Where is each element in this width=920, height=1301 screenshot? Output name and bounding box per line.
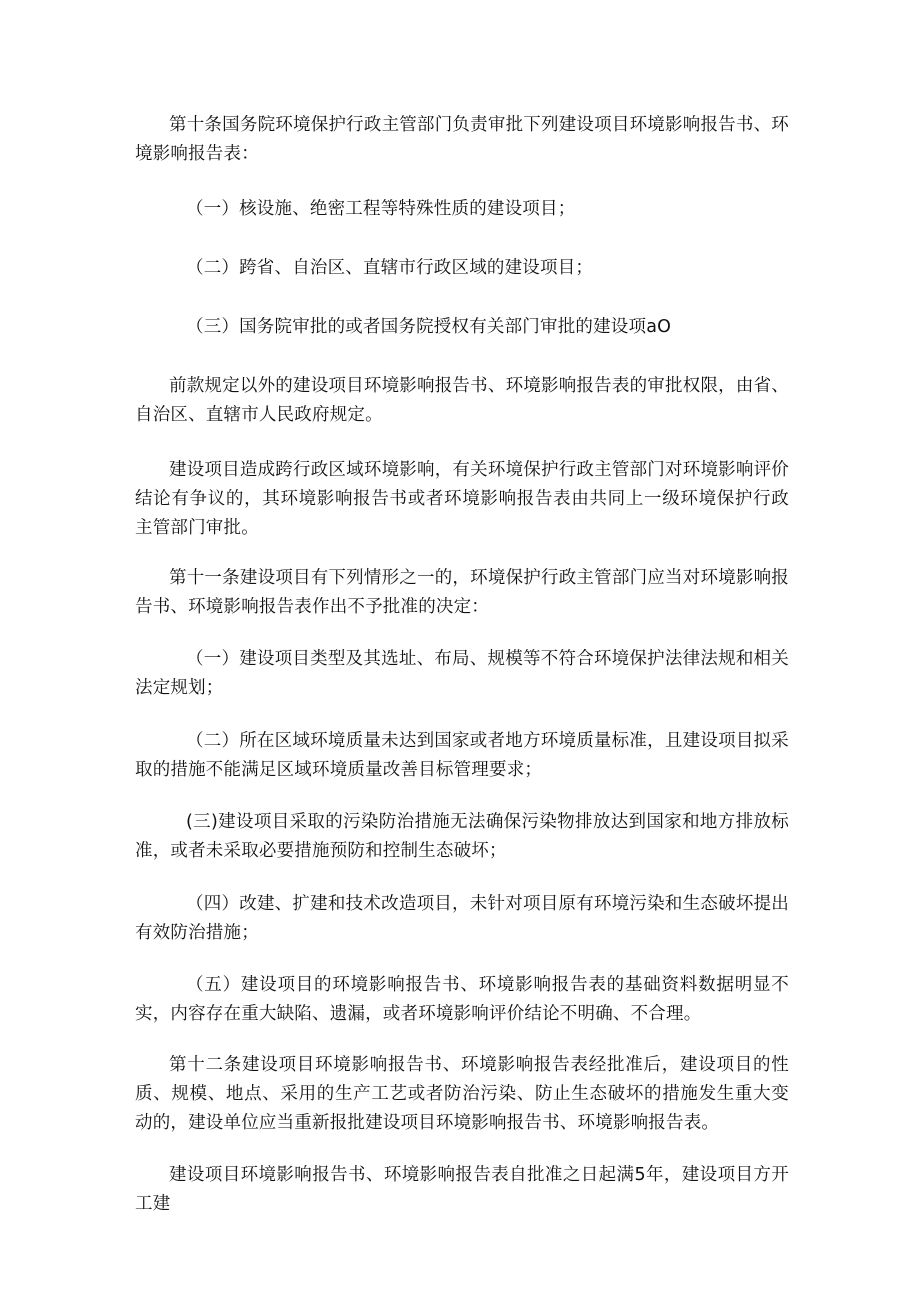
paragraph-article-10: 第十条国务院环境保护行政主管部门负责审批下列建设项目环境影响报告书、环境影响报告表： — [135, 115, 789, 164]
list-item-3: （三）国务院审批的或者国务院授权有关部门审批的建设项aO — [186, 317, 672, 337]
list-item-1: （一）核设施、绝密工程等特殊性质的建设项目； — [186, 199, 576, 219]
list-item-5b: （五）建设项目的环境影响报告书、环境影响报告表的基础资料数据明显不实，内容存在重大缺陷、遗漏，或者环境影响评价结论不明确、不合理。 — [135, 975, 789, 1024]
paragraph-cross-region: 建设项目造成跨行政区域环境影响，有关环境保护行政主管部门对环境影响评价结论有争议的，其环境影响报告书或者环境影响报告表由共同上一级环境保护行政主管部门审批。 — [135, 460, 789, 538]
paragraph-five-years: 建设项目环境影响报告书、环境影响报告表自批准之日起满5年，建设项目方开工建 — [135, 1165, 789, 1214]
paragraph-article-12: 第十二条建设项目环境影响报告书、环境影响报告表经批准后，建设项目的性质、规模、地点、采用的生产工艺或者防治污染、防止生态破坏的措施发生重大变动的，建设单位应当重新报批建设项目环境影响报告书、环境影响报告表。 — [135, 1055, 789, 1133]
paragraph-approval-authority: 前款规定以外的建设项目环境影响报告书、环境影响报告表的审批权限，由省、自治区、直辖市人民政府规定。 — [135, 376, 789, 425]
paragraph-article-11: 第十一条建设项目有下列情形之一的，环境保护行政主管部门应当对环境影响报告书、环境影响报告表作出不予批准的决定： — [135, 568, 789, 617]
list-item-2: （二）跨省、自治区、直辖市行政区域的建设项目； — [186, 258, 594, 278]
list-item-3b: (三)建设项目采取的污染防治措施无法确保污染物排放达到国家和地方排放标准，或者未采取必要措施预防和控制生态破坏； — [135, 812, 789, 861]
list-item-2b: （二）所在区域环境质量未达到国家或者地方环境质量标准，且建设项目拟采取的措施不能满足区域环境质量改善目标管理要求； — [135, 731, 789, 780]
list-item-1b: （一）建设项目类型及其选址、布局、规模等不符合环境保护法律法规和相关法定规划； — [135, 649, 789, 698]
list-item-4b: （四）改建、扩建和技术改造项目，未针对项目原有环境污染和生态破坏提出有效防治措施； — [135, 894, 789, 943]
